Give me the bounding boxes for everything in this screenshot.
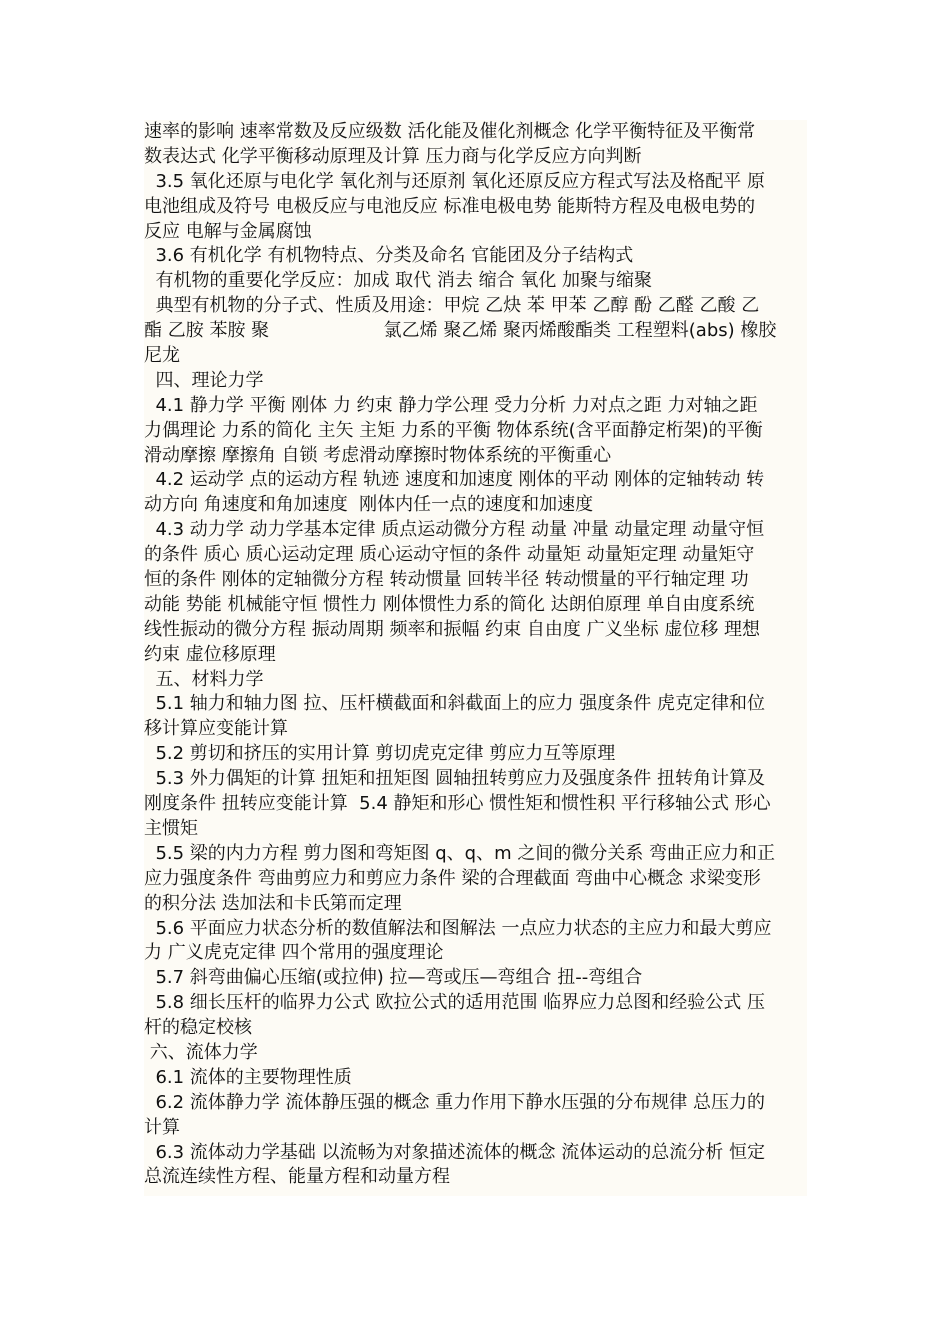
text-line: 恒的条件 刚体的定轴微分方程 转动惯量 回转半径 转动惯量的平行轴定理 功 — [144, 569, 749, 591]
text-line: 典型有机物的分子式、性质及用途：甲烷 乙炔 苯 甲苯 乙醇 酚 乙醛 乙酸 乙 — [144, 295, 760, 317]
text-line: 3.6 有机化学 有机物特点、分类及命名 官能团及分子结构式 — [144, 245, 634, 267]
text-line: 5.2 剪切和挤压的实用计算 剪切虎克定律 剪应力互等原理 — [144, 743, 616, 765]
text-line: 六、流体力学 — [144, 1041, 258, 1063]
text-line: 线性振动的微分方程 振动周期 频率和振幅 约束 自由度 广义坐标 虚位移 理想 — [144, 618, 761, 640]
text-line: 速率的影响 速率常数及反应级数 活化能及催化剂概念 化学平衡特征及平衡常 — [144, 121, 756, 142]
text-line: 主惯矩 — [144, 817, 198, 839]
text-line: 动能 势能 机械能守恒 惯性力 刚体惯性力系的简化 达朗伯原理 单自由度系统 — [144, 593, 755, 615]
text-line: 有机物的重要化学反应：加成 取代 消去 缩合 氧化 加聚与缩聚 — [144, 270, 653, 292]
text-line: 约束 虚位移原理 — [144, 643, 276, 665]
text-line: 5.8 细长压杆的临界力公式 欧拉公式的适用范围 临界应力总图和经验公式 压 — [144, 992, 765, 1014]
text-line: 4.2 运动学 点的运动方程 轨迹 速度和加速度 刚体的平动 刚体的定轴转动 转 — [144, 469, 765, 491]
document-text-block — [144, 120, 807, 1196]
text-line: 尼龙 — [144, 345, 180, 367]
text-line: 5.5 梁的内力方程 剪力图和弯矩图 q、q、m 之间的微分关系 弯曲正应力和正 — [144, 842, 776, 864]
text-line: 电池组成及符号 电极反应与电池反应 标准电极电势 能斯特方程及电极电势的 — [144, 195, 756, 217]
text-line: 5.7 斜弯曲偏心压缩(或拉伸) 拉—弯或压—弯组合 扭--弯组合 — [144, 967, 643, 989]
text-line: 的条件 质心 质心运动定理 质心运动守恒的条件 动量矩 动量矩定理 动量矩守 — [144, 544, 755, 566]
text-line: 6.2 流体静力学 流体静压强的概念 重力作用下静水压强的分布规律 总压力的 — [144, 1091, 765, 1113]
text-line: 4.1 静力学 平衡 刚体 力 约束 静力学公理 受力分析 力对点之距 力对轴之距 — [144, 394, 758, 416]
text-line: 数表达式 化学平衡移动原理及计算 压力商与化学反应方向判断 — [144, 145, 642, 167]
text-line: 4.3 动力学 动力学基本定律 质点运动微分方程 动量 冲量 动量定理 动量守恒 — [144, 519, 765, 541]
text-line: 移计算应变能计算 — [144, 718, 288, 740]
text-line: 应力强度条件 弯曲剪应力和剪应力条件 梁的合理截面 弯曲中心概念 求梁变形 — [144, 867, 761, 889]
text-line: 的积分法 迭加法和卡氏第而定理 — [144, 892, 402, 914]
text-line: 动方向 角速度和角加速度 刚体内任一点的速度和加速度 — [144, 494, 594, 516]
text-line: 5.6 平面应力状态分析的数值解法和图解法 一点应力状态的主应力和最大剪应 — [144, 917, 772, 939]
text-line: 反应 电解与金属腐蚀 — [144, 220, 312, 242]
text-line: 五、材料力学 — [144, 668, 264, 690]
text-line: 四、理论力学 — [144, 369, 264, 391]
text-line: 力 广义虎克定律 四个常用的强度理论 — [144, 942, 444, 964]
text-line: 计算 — [144, 1116, 180, 1138]
text-line: 刚度条件 扭转应变能计算 5.4 静矩和形心 惯性矩和惯性积 平行移轴公式 形心 — [144, 793, 771, 815]
text-line: 力偶理论 力系的简化 主矢 主矩 力系的平衡 物体系统(含平面静定桁架)的平衡 — [144, 419, 763, 441]
text-line: 总流连续性方程、能量方程和动量方程 — [144, 1166, 450, 1188]
text-line: 6.3 流体动力学基础 以流畅为对象描述流体的概念 流体运动的总流分析 恒定 — [144, 1141, 765, 1163]
text-line: 5.1 轴力和轴力图 拉、压杆横截面和斜截面上的应力 强度条件 虎克定律和位 — [144, 693, 765, 715]
text-line: 6.1 流体的主要物理性质 — [144, 1066, 352, 1088]
text-line: 滑动摩擦 摩擦角 自锁 考虑滑动摩擦时物体系统的平衡重心 — [144, 444, 612, 466]
text-line: 酯 乙胺 苯胺 聚 氯乙烯 聚乙烯 聚丙烯酸酯类 工程塑料(abs) 橡胶 — [144, 320, 777, 342]
text-line: 杆的稳定校核 — [144, 1017, 252, 1039]
text-line: 3.5 氧化还原与电化学 氧化剂与还原剂 氧化还原反应方程式写法及格配平 原 — [144, 170, 765, 192]
text-line: 5.3 外力偶矩的计算 扭矩和扭矩图 圆轴扭转剪应力及强度条件 扭转角计算及 — [144, 768, 765, 790]
